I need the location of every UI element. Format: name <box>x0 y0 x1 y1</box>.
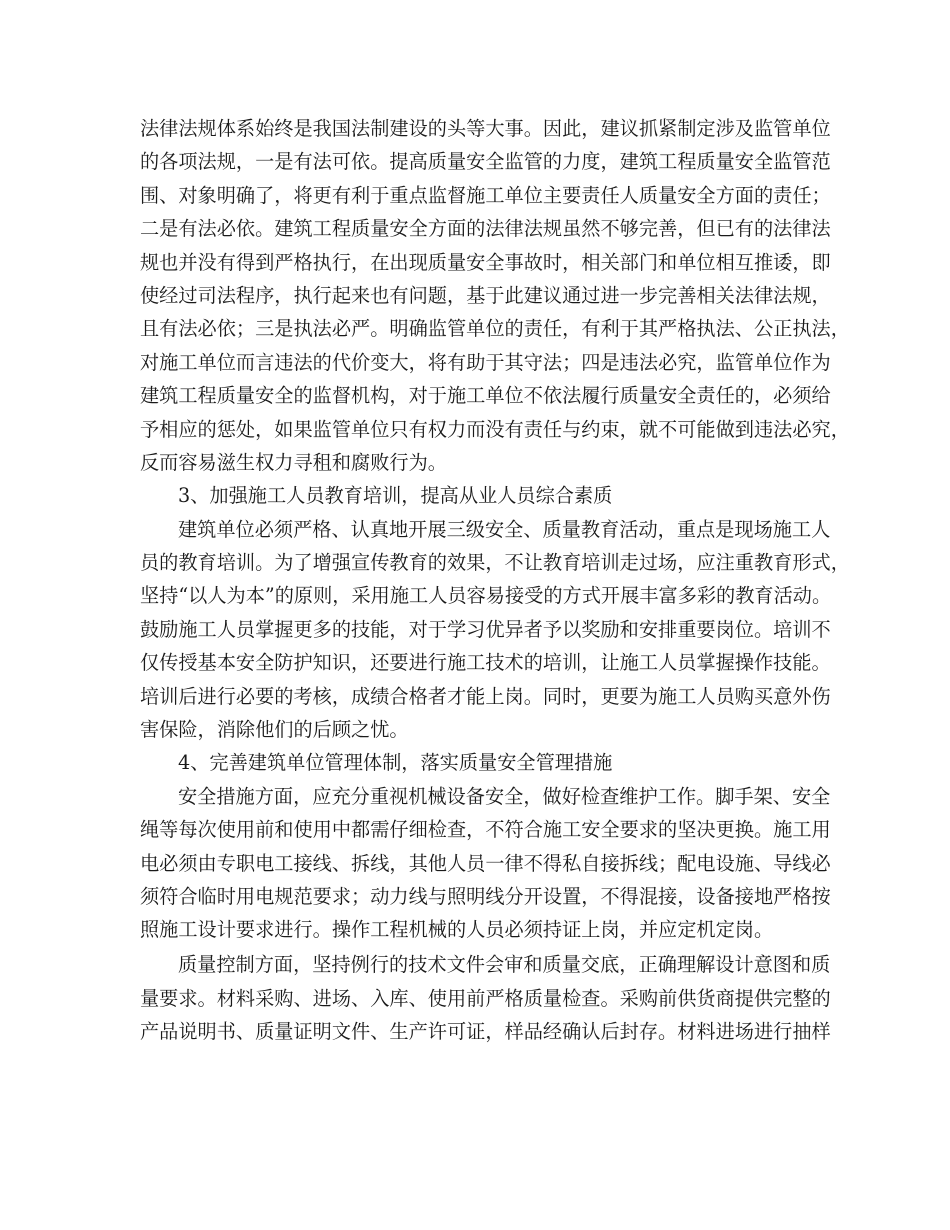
section-heading-text: 4、完善建筑单位管理体制，落实质量安全管理措施 <box>178 751 613 775</box>
text-line: 员的教育培训。为了增强宣传教育的效果，不让教育培训走过场，应注重教育形式， <box>140 551 850 575</box>
text-line: 二是有法必依。建筑工程质量安全方面的法律法规虽然不够完善，但已有的法律法 <box>140 217 831 241</box>
text-line: 害保险，消除他们的后顾之忧。 <box>140 718 409 742</box>
text-line: 且有法必依；三是执法必严。明确监管单位的责任，有利于其严格执法、公正执法， <box>140 317 850 341</box>
document-page <box>140 112 850 1048</box>
text-line: 安全措施方面，应充分重视机械设备安全，做好检查维护工作。脚手架、安全 <box>178 784 831 808</box>
text-line: 仅传授基本安全防护知识，还要进行施工技术的培训，让施工人员掌握操作技能。 <box>140 651 831 675</box>
paragraph <box>140 948 831 1048</box>
text-line: 的各项法规，一是有法可依。提高质量安全监管的力度，建筑工程质量安全监管范 <box>140 150 831 174</box>
text-line: 量要求。材料采购、进场、入库、使用前严格质量检查。采购前供货商提供完整的 <box>140 986 831 1010</box>
text-line: 建筑单位必须严格、认真地开展三级安全、质量教育活动，重点是现场施工人 <box>178 517 831 541</box>
text-line: 须符合临时用电规范要求；动力线与照明线分开设置，不得混接，设备接地严格按 <box>140 884 831 908</box>
text-line: 使经过司法程序，执行起来也有问题，基于此建议通过进一步完善相关法律法规， <box>140 283 831 307</box>
text-line: 培训后进行必要的考核，成绩合格者才能上岗。同时，更要为施工人员购买意外伤 <box>140 684 831 708</box>
text-line: 建筑工程质量安全的监督机构，对于施工单位不依法履行质量安全责任的，必须给 <box>140 384 831 408</box>
text-line: 法律法规体系始终是我国法制建设的头等大事。因此，建议抓紧制定涉及监管单位 <box>140 117 831 140</box>
text-line: 反而容易滋生权力寻租和腐败行为。 <box>140 450 447 474</box>
text-line: 照施工设计要求进行。操作工程机械的人员必须持证上岗，并应定机定岗。 <box>140 918 774 942</box>
text-line: 质量控制方面，坚持例行的技术文件会审和质量交底，正确理解设计意图和质 <box>178 953 831 977</box>
text-line: 电必须由专职电工接线、拆线，其他人员一律不得私自接拆线；配电设施、导线必 <box>140 851 831 875</box>
text-line: 对施工单位而言违法的代价变大，将有助于其守法；四是违法必究，监管单位作为 <box>140 350 831 374</box>
section-heading <box>140 746 812 779</box>
paragraph <box>140 780 831 947</box>
paragraph <box>140 513 850 747</box>
text-line: 坚持“以人为本”的原则，采用施工人员容易接受的方式开展丰富多彩的教育活动。 <box>140 584 832 608</box>
section-heading-text: 3、加强施工人员教育培训，提高从业人员综合素质 <box>178 484 613 508</box>
text-line: 绳等每次使用前和使用中都需仔细检查，不符合施工安全要求的坚决更换。施工用 <box>140 818 831 842</box>
section-heading <box>140 479 812 512</box>
text-line: 规也并没有得到严格执行，在出现质量安全事故时，相关部门和单位相互推诿，即 <box>140 250 831 274</box>
text-line: 鼓励施工人员掌握更多的技能，对于学习优异者予以奖励和安排重要岗位。培训不 <box>140 617 831 641</box>
paragraph <box>140 112 850 479</box>
text-line: 产品说明书、质量证明文件、生产许可证，样品经确认后封存。材料进场进行抽样 <box>140 1020 831 1044</box>
text-line: 围、对象明确了，将更有利于重点监督施工单位主要责任人质量安全方面的责任； <box>140 183 831 207</box>
text-line: 予相应的惩处，如果监管单位只有权力而没有责任与约束，就不可能做到违法必究， <box>140 417 850 441</box>
